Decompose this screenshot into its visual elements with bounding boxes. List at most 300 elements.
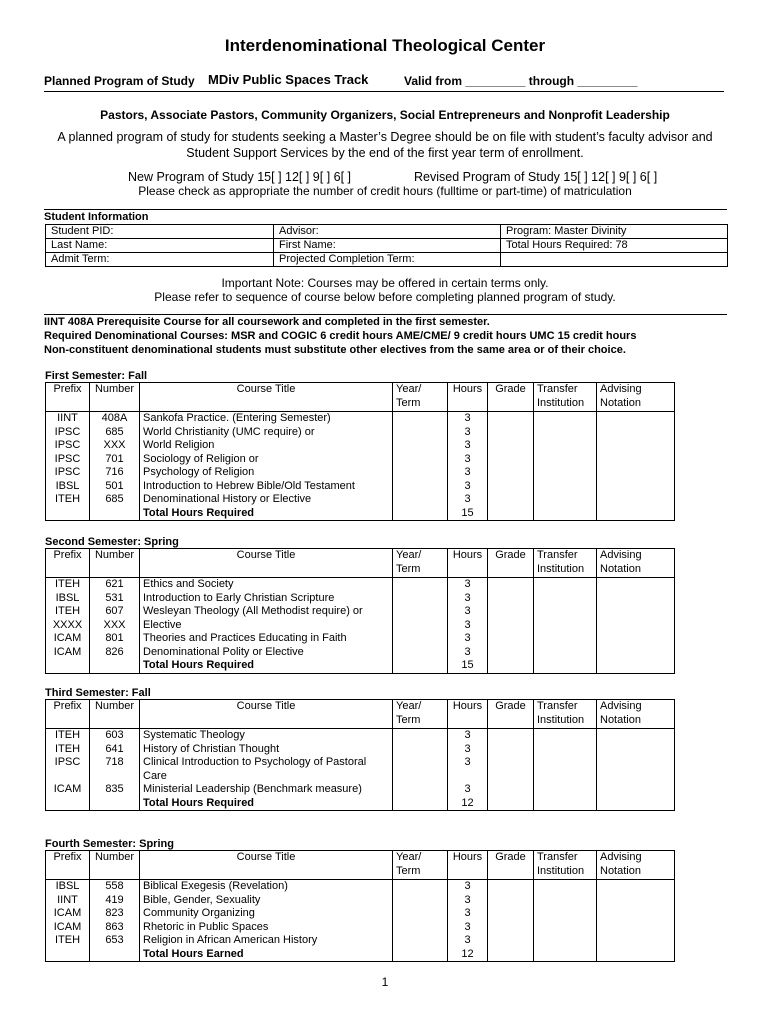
year-term-header-text: Year/	[396, 700, 422, 712]
course-number: 408A	[90, 412, 140, 426]
course-number: 607	[90, 605, 140, 619]
course-number: XXX	[90, 439, 140, 453]
advising-notation-cell[interactable]	[597, 756, 675, 783]
empty-cell	[46, 948, 90, 962]
course-title: Ethics and Society	[140, 578, 393, 592]
course-number: 718	[90, 756, 140, 783]
grade-cell[interactable]	[488, 592, 534, 606]
transfer-institution-cell[interactable]	[534, 646, 597, 660]
empty-cell	[534, 797, 597, 811]
course-number: 685	[90, 426, 140, 440]
course-row	[46, 880, 675, 894]
course-title-header-text: Course Title	[236, 383, 296, 395]
year-term-cell[interactable]	[393, 743, 448, 757]
empty-cell	[488, 948, 534, 962]
year-term-header-text: Year/	[396, 549, 422, 561]
course-prefix: IPSC	[46, 426, 90, 440]
grade-cell[interactable]	[488, 646, 534, 660]
transfer-institution-cell[interactable]	[534, 619, 597, 633]
course-hours: 3	[448, 934, 488, 948]
transfer-institution-cell[interactable]	[534, 466, 597, 480]
hours-header-text: Hours	[452, 549, 483, 561]
year-term-header	[393, 851, 448, 880]
course-prefix: XXXX	[46, 619, 90, 633]
table-header-row	[46, 549, 675, 578]
transfer-institution-cell[interactable]	[534, 783, 597, 797]
hours-header	[448, 383, 488, 412]
course-title: Denominational History or Elective	[140, 493, 393, 507]
course-number: 863	[90, 921, 140, 935]
prefix-header	[46, 383, 90, 412]
course-prefix: ITEH	[46, 493, 90, 507]
transfer-institution-header-text: Transfer	[537, 383, 578, 395]
course-title: Ministerial Leadership (Benchmark measure)	[140, 783, 393, 797]
course-row	[46, 453, 675, 467]
course-prefix: ICAM	[46, 907, 90, 921]
empty-cell	[488, 659, 534, 673]
year-term-header-text: Year/	[396, 851, 422, 863]
empty-cell	[488, 797, 534, 811]
year-term-cell[interactable]	[393, 756, 448, 783]
grade-cell[interactable]	[488, 894, 534, 908]
semester-course-table	[45, 548, 675, 674]
course-row	[46, 783, 675, 797]
course-title: World Christianity (UMC require) or	[140, 426, 393, 440]
total-hours: 12	[448, 948, 488, 962]
course-prefix: ICAM	[46, 632, 90, 646]
year-term-header	[393, 549, 448, 578]
transfer-institution-cell[interactable]	[534, 880, 597, 894]
course-title: Elective	[140, 619, 393, 633]
empty-cell	[393, 797, 448, 811]
grade-cell[interactable]	[488, 729, 534, 743]
year-term-header-text: Term	[396, 864, 421, 877]
empty-cell	[90, 948, 140, 962]
course-row	[46, 632, 675, 646]
course-title: Biblical Exegesis (Revelation)	[140, 880, 393, 894]
course-number: 603	[90, 729, 140, 743]
course-row	[46, 466, 675, 480]
empty-cell	[597, 797, 675, 811]
transfer-institution-cell[interactable]	[534, 578, 597, 592]
hours-header	[448, 851, 488, 880]
advising-notation-cell[interactable]	[597, 592, 675, 606]
empty-cell	[501, 253, 728, 267]
advisor-field[interactable]: Advisor:	[274, 225, 501, 239]
note-line-1: Important Note: Courses may be offered in certain terms only.	[221, 276, 549, 290]
admit-term-field[interactable]: Admit Term:	[46, 253, 274, 267]
hours-header-text: Hours	[452, 700, 483, 712]
grade-cell[interactable]	[488, 783, 534, 797]
year-term-cell[interactable]	[393, 729, 448, 743]
course-title: Bible, Gender, Sexuality	[140, 894, 393, 908]
advising-notation-header	[597, 851, 675, 880]
year-term-cell[interactable]	[393, 453, 448, 467]
course-row	[46, 439, 675, 453]
transfer-institution-cell[interactable]	[534, 921, 597, 935]
course-hours: 3	[448, 453, 488, 467]
grade-cell[interactable]	[488, 493, 534, 507]
course-number: 531	[90, 592, 140, 606]
course-prefix: IBSL	[46, 480, 90, 494]
year-term-cell[interactable]	[393, 466, 448, 480]
advising-notation-header	[597, 383, 675, 412]
course-prefix: ICAM	[46, 921, 90, 935]
course-prefix: IPSC	[46, 466, 90, 480]
year-term-cell[interactable]	[393, 493, 448, 507]
course-row	[46, 921, 675, 935]
course-title: Theories and Practices Educating in Faith	[140, 632, 393, 646]
course-prefix: IPSC	[46, 439, 90, 453]
planned-program-label: Planned Program of Study	[44, 74, 195, 88]
course-row	[46, 493, 675, 507]
empty-cell	[46, 659, 90, 673]
year-term-cell[interactable]	[393, 426, 448, 440]
course-title: Community Organizing	[140, 907, 393, 921]
course-hours: 3	[448, 907, 488, 921]
year-term-header	[393, 700, 448, 729]
advising-notation-cell[interactable]	[597, 921, 675, 935]
transfer-institution-header	[534, 549, 597, 578]
prefix-header	[46, 549, 90, 578]
transfer-institution-cell[interactable]	[534, 412, 597, 426]
course-row	[46, 934, 675, 948]
empty-cell	[393, 507, 448, 521]
grade-cell[interactable]	[488, 934, 534, 948]
transfer-institution-cell[interactable]	[534, 729, 597, 743]
advising-notation-cell[interactable]	[597, 578, 675, 592]
year-term-cell[interactable]	[393, 605, 448, 619]
advising-notation-cell[interactable]	[597, 743, 675, 757]
empty-cell	[90, 507, 140, 521]
semester-course-table	[45, 699, 675, 811]
year-term-header-text: Term	[396, 562, 421, 575]
advising-notation-cell[interactable]	[597, 605, 675, 619]
course-title-header	[140, 549, 393, 578]
advising-notation-cell[interactable]	[597, 783, 675, 797]
grade-header	[488, 851, 534, 880]
course-prefix: IPSC	[46, 453, 90, 467]
course-row	[46, 619, 675, 633]
course-title-header	[140, 851, 393, 880]
advising-notation-header-text: Advising Notation	[600, 700, 642, 726]
course-hours: 3	[448, 880, 488, 894]
advising-notation-header-text: Advising Notation	[600, 549, 642, 575]
first-name-field[interactable]: First Name:	[274, 239, 501, 253]
course-hours: 3	[448, 921, 488, 935]
grade-cell[interactable]	[488, 756, 534, 783]
course-hours: 3	[448, 412, 488, 426]
transfer-institution-cell[interactable]	[534, 605, 597, 619]
program-field: Program: Master Divinity	[501, 225, 728, 239]
advising-notation-header-text: Advising Notation	[600, 383, 642, 409]
total-hours: 15	[448, 659, 488, 673]
hours-header	[448, 700, 488, 729]
semester-course-table	[45, 850, 675, 962]
empty-cell	[393, 948, 448, 962]
empty-cell	[597, 659, 675, 673]
year-term-cell[interactable]	[393, 439, 448, 453]
completion-term-field[interactable]: Projected Completion Term:	[274, 253, 501, 267]
grade-cell[interactable]	[488, 921, 534, 935]
intro-line-2: Student Support Services by the end of the first year term of enrollment.	[186, 146, 584, 160]
course-number: 621	[90, 578, 140, 592]
advising-notation-cell[interactable]	[597, 880, 675, 894]
empty-cell	[534, 507, 597, 521]
course-title-header-text: Course Title	[236, 549, 296, 561]
number-header	[90, 549, 140, 578]
course-number: 641	[90, 743, 140, 757]
grade-header	[488, 700, 534, 729]
empty-cell	[90, 659, 140, 673]
grade-cell[interactable]	[488, 412, 534, 426]
semester-course-table	[45, 382, 675, 521]
course-title: Sociology of Religion or	[140, 453, 393, 467]
grade-cell[interactable]	[488, 743, 534, 757]
course-hours: 3	[448, 592, 488, 606]
course-prefix: ITEH	[46, 605, 90, 619]
year-term-cell[interactable]	[393, 907, 448, 921]
course-hours: 3	[448, 619, 488, 633]
total-row	[46, 507, 675, 521]
transfer-institution-header-text: Institution	[537, 864, 585, 877]
advising-notation-header	[597, 700, 675, 729]
course-hours: 3	[448, 756, 488, 783]
grade-cell[interactable]	[488, 480, 534, 494]
number-header	[90, 851, 140, 880]
student-pid-field[interactable]: Student PID:	[46, 225, 274, 239]
course-hours: 3	[448, 426, 488, 440]
year-term-header-text: Year/	[396, 383, 422, 395]
requirement-line-1: IINT 408A Prerequisite Course for all coursework and completed in the first semester.	[44, 316, 490, 328]
advising-notation-cell[interactable]	[597, 480, 675, 494]
last-name-field[interactable]: Last Name:	[46, 239, 274, 253]
transfer-institution-cell[interactable]	[534, 934, 597, 948]
course-number: 801	[90, 632, 140, 646]
transfer-institution-cell[interactable]	[534, 493, 597, 507]
total-hours: 12	[448, 797, 488, 811]
transfer-institution-header-text: Institution	[537, 562, 585, 575]
new-program-checkboxes[interactable]: New Program of Study 15[ ] 12[ ] 9[ ] 6[ ]	[128, 170, 352, 184]
course-number: 419	[90, 894, 140, 908]
course-prefix: ICAM	[46, 646, 90, 660]
grade-cell[interactable]	[488, 453, 534, 467]
number-header-text: Number	[94, 700, 135, 712]
course-row	[46, 480, 675, 494]
student-info-table	[45, 224, 728, 267]
transfer-institution-header-text: Institution	[537, 396, 585, 409]
grade-header-text: Grade	[495, 383, 526, 395]
semester-title: Second Semester: Spring	[45, 536, 179, 548]
track-name: MDiv Public Spaces Track	[208, 72, 369, 87]
hours-header-text: Hours	[452, 383, 483, 395]
course-row	[46, 578, 675, 592]
number-header-text: Number	[94, 549, 135, 561]
course-hours: 3	[448, 646, 488, 660]
note-line-2: Please refer to sequence of course below before completing planned program of study.	[154, 290, 616, 304]
student-info-title: Student Information	[44, 211, 149, 223]
course-row	[46, 894, 675, 908]
course-number: 701	[90, 453, 140, 467]
grade-cell[interactable]	[488, 605, 534, 619]
total-hours: 15	[448, 507, 488, 521]
transfer-institution-cell[interactable]	[534, 632, 597, 646]
year-term-cell[interactable]	[393, 894, 448, 908]
year-term-header-text: Term	[396, 396, 421, 409]
advising-notation-cell[interactable]	[597, 894, 675, 908]
total-label: Total Hours Required	[140, 507, 393, 521]
year-term-cell[interactable]	[393, 880, 448, 894]
semester-title: Fourth Semester: Spring	[45, 838, 174, 850]
course-title-header-text: Course Title	[236, 700, 296, 712]
empty-cell	[597, 948, 675, 962]
course-title: Sankofa Practice. (Entering Semester)	[140, 412, 393, 426]
total-label: Total Hours Earned	[140, 948, 393, 962]
advising-notation-cell[interactable]	[597, 934, 675, 948]
course-prefix: IBSL	[46, 880, 90, 894]
grade-cell[interactable]	[488, 907, 534, 921]
prefix-header	[46, 851, 90, 880]
advising-notation-cell[interactable]	[597, 439, 675, 453]
grade-header-text: Grade	[495, 700, 526, 712]
course-row	[46, 756, 675, 783]
requirement-line-3: Non-constituent denominational students must substitute other electives from the same area or of their choice.	[44, 344, 626, 356]
empty-cell	[534, 948, 597, 962]
year-term-header-text: Term	[396, 713, 421, 726]
course-row	[46, 729, 675, 743]
course-prefix: ITEH	[46, 729, 90, 743]
prefix-header	[46, 700, 90, 729]
transfer-institution-cell[interactable]	[534, 894, 597, 908]
intro-line-1: A planned program of study for students seeking a Master’s Degree should be on file with student’s faculty advisor and	[57, 130, 713, 144]
year-term-cell[interactable]	[393, 412, 448, 426]
course-title: History of Christian Thought	[140, 743, 393, 757]
empty-cell	[46, 797, 90, 811]
total-label: Total Hours Required	[140, 659, 393, 673]
course-title: Psychology of Religion	[140, 466, 393, 480]
course-prefix: IBSL	[46, 592, 90, 606]
transfer-institution-cell[interactable]	[534, 756, 597, 783]
revised-program-checkboxes[interactable]: Revised Program of Study 15[ ] 12[ ] 9[ ] 6[ ]	[414, 170, 658, 184]
course-title: Introduction to Early Christian Scripture	[140, 592, 393, 606]
total-row	[46, 948, 675, 962]
course-prefix: ITEH	[46, 578, 90, 592]
grade-header-text: Grade	[495, 851, 526, 863]
year-term-cell[interactable]	[393, 646, 448, 660]
prefix-header-text: Prefix	[53, 700, 82, 712]
grade-cell[interactable]	[488, 578, 534, 592]
advising-notation-header-text: Advising Notation	[600, 851, 642, 877]
transfer-institution-header	[534, 851, 597, 880]
year-term-cell[interactable]	[393, 934, 448, 948]
page-number: 1	[381, 975, 389, 989]
year-term-cell[interactable]	[393, 921, 448, 935]
course-hours: 3	[448, 729, 488, 743]
prefix-header-text: Prefix	[53, 383, 82, 395]
course-number: XXX	[90, 619, 140, 633]
grade-cell[interactable]	[488, 426, 534, 440]
requirements-block	[44, 315, 636, 357]
prefix-header-text: Prefix	[53, 549, 82, 561]
advising-notation-cell[interactable]	[597, 646, 675, 660]
course-title-header	[140, 383, 393, 412]
total-row	[46, 797, 675, 811]
prefix-header-text: Prefix	[53, 851, 82, 863]
course-prefix: ITEH	[46, 743, 90, 757]
course-title-header	[140, 700, 393, 729]
transfer-institution-cell[interactable]	[534, 592, 597, 606]
table-header-row	[46, 383, 675, 412]
advising-notation-cell[interactable]	[597, 493, 675, 507]
course-title: World Religion	[140, 439, 393, 453]
course-number: 685	[90, 493, 140, 507]
advising-notation-cell[interactable]	[597, 619, 675, 633]
transfer-institution-cell[interactable]	[534, 439, 597, 453]
course-title: Clinical Introduction to Psychology of Pastoral Care	[140, 756, 393, 783]
advising-notation-cell[interactable]	[597, 426, 675, 440]
transfer-institution-cell[interactable]	[534, 453, 597, 467]
transfer-institution-cell[interactable]	[534, 480, 597, 494]
grade-header	[488, 549, 534, 578]
course-number: 823	[90, 907, 140, 921]
advising-notation-cell[interactable]	[597, 729, 675, 743]
audience-line: Pastors, Associate Pastors, Community Organizers, Social Entrepreneurs and Nonprofit Leadership	[100, 108, 670, 122]
course-row	[46, 412, 675, 426]
grade-cell[interactable]	[488, 632, 534, 646]
transfer-institution-header-text: Institution	[537, 713, 585, 726]
transfer-institution-cell[interactable]	[534, 426, 597, 440]
year-term-cell[interactable]	[393, 632, 448, 646]
hours-header-text: Hours	[452, 851, 483, 863]
transfer-institution-cell[interactable]	[534, 743, 597, 757]
advising-notation-cell[interactable]	[597, 412, 675, 426]
advising-notation-cell[interactable]	[597, 453, 675, 467]
course-hours: 3	[448, 480, 488, 494]
requirement-line-2: Required Denominational Courses: MSR and COGIC 6 credit hours AME/CME/ 9 credit hours UMC 15 credit hours	[44, 330, 637, 342]
hours-header	[448, 549, 488, 578]
year-term-cell[interactable]	[393, 783, 448, 797]
advising-notation-cell[interactable]	[597, 907, 675, 921]
grade-cell[interactable]	[488, 880, 534, 894]
year-term-cell[interactable]	[393, 619, 448, 633]
number-header	[90, 700, 140, 729]
course-title: Systematic Theology	[140, 729, 393, 743]
grade-cell[interactable]	[488, 619, 534, 633]
course-prefix: IINT	[46, 412, 90, 426]
year-term-cell[interactable]	[393, 592, 448, 606]
course-row	[46, 907, 675, 921]
year-term-header	[393, 383, 448, 412]
page-title: Interdenominational Theological Center	[224, 36, 546, 55]
grade-header-text: Grade	[495, 549, 526, 561]
semester-title: Third Semester: Fall	[45, 687, 151, 699]
advising-notation-cell[interactable]	[597, 466, 675, 480]
transfer-institution-cell[interactable]	[534, 907, 597, 921]
course-row	[46, 426, 675, 440]
course-prefix: IINT	[46, 894, 90, 908]
year-term-cell[interactable]	[393, 578, 448, 592]
grade-cell[interactable]	[488, 439, 534, 453]
grade-cell[interactable]	[488, 466, 534, 480]
course-title: Denominational Polity or Elective	[140, 646, 393, 660]
total-row	[46, 659, 675, 673]
course-prefix: IPSC	[46, 756, 90, 783]
year-term-cell[interactable]	[393, 480, 448, 494]
advising-notation-header	[597, 549, 675, 578]
table-header-row	[46, 851, 675, 880]
advising-notation-cell[interactable]	[597, 632, 675, 646]
valid-dates: Valid from _________ through _________	[404, 74, 638, 88]
